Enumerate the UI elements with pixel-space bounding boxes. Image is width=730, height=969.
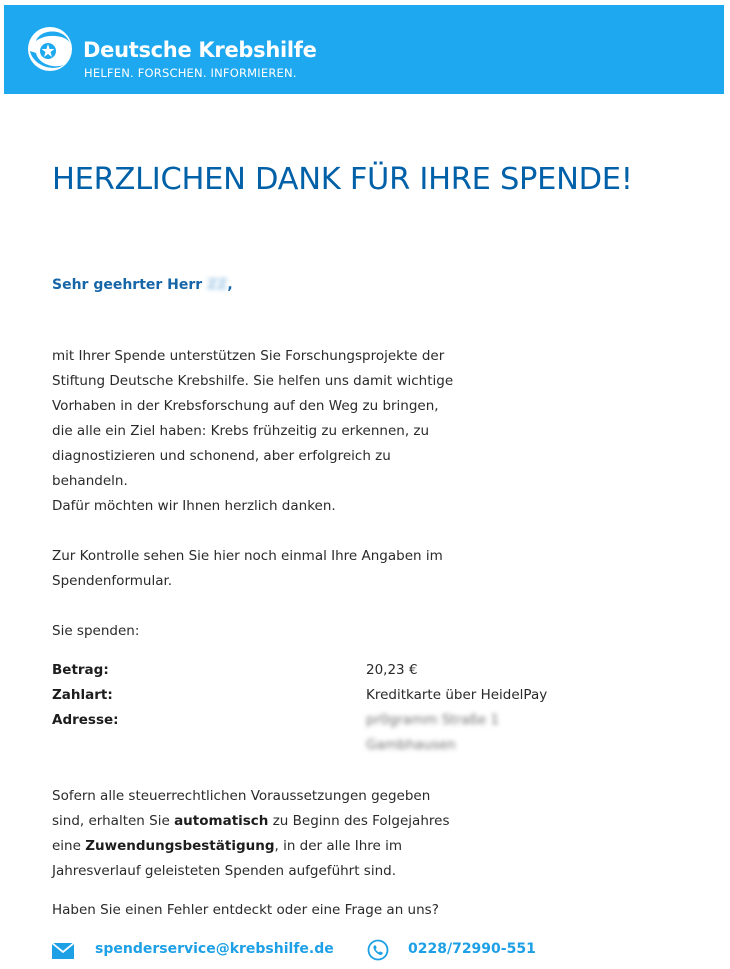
control-line: Zur Kontrolle sehen Sie hier noch einmal Ihre Angaben im (52, 548, 443, 564)
intro-line: Vorhaben in der Krebsforschung auf den Weg zu bringen, (52, 398, 439, 414)
intro-line: die alle ein Ziel haben: Krebs frühzeitig zu erkennen, zu (52, 423, 430, 439)
salutation-suffix: , (227, 277, 233, 293)
intro-paragraph (52, 344, 453, 519)
question-text: Haben Sie einen Fehler entdeckt oder eine Frage an uns? (52, 902, 439, 918)
page-title: HERZLICHEN DANK FÜR IHRE SPENDE! (52, 162, 633, 197)
address-line-2-redacted: Gambhausen (366, 737, 456, 753)
amount-label: Betrag: (52, 662, 109, 678)
intro-line: Stiftung Deutsche Krebshilfe. Sie helfen uns damit wichtige (52, 373, 454, 389)
header-banner (4, 5, 724, 94)
amount-value: 20,23 € (366, 662, 418, 678)
envelope-icon[interactable] (52, 943, 74, 959)
control-line: Spendenformular. (52, 573, 173, 589)
tax-line: Jahresverlauf geleisteten Spenden aufgeführt sind. (52, 863, 397, 879)
tax-bold-receipt: Zuwendungsbestätigung (85, 838, 275, 854)
phone-icon[interactable] (367, 939, 389, 961)
phone-link[interactable]: 0228/72990-551 (408, 941, 536, 957)
salutation (52, 275, 233, 295)
intro-line: behandeln. (52, 473, 128, 489)
salutation-name-redacted: ZZ (207, 277, 228, 293)
intro-line: diagnostizieren und schonend, aber erfolgreich zu (52, 448, 391, 464)
control-paragraph (52, 544, 443, 594)
tax-line: Sofern alle steuerrechtlichen Voraussetzungen gegeben (52, 788, 431, 804)
tax-bold-automatic: automatisch (174, 813, 269, 829)
tax-line: eine Zuwendungsbestätigung, in der alle Ihre im (52, 838, 403, 854)
payment-value: Kreditkarte über HeidelPay (366, 687, 548, 703)
donation-heading: Sie spenden: (52, 623, 140, 639)
address-line-1-redacted: pr0gramm Straße 1 (366, 712, 500, 728)
payment-label: Zahlart: (52, 687, 113, 703)
tax-paragraph (52, 784, 449, 884)
deutsche-krebshilfe-logo[interactable] (26, 25, 74, 73)
brand-tagline: HELFEN. FORSCHEN. INFORMIEREN. (84, 66, 297, 80)
salutation-prefix: Sehr geehrter Herr (52, 277, 203, 293)
tax-line: sind, erhalten Sie automatisch zu Beginn des Folgejahres (52, 813, 450, 829)
intro-line: mit Ihrer Spende unterstützen Sie Forschungsprojekte der (52, 348, 445, 364)
email-link[interactable]: spenderservice@krebshilfe.de (95, 941, 334, 957)
brand-name: Deutsche Krebshilfe (83, 38, 317, 62)
intro-line: Dafür möchten wir Ihnen herzlich danken. (52, 498, 336, 514)
address-label: Adresse: (52, 712, 119, 728)
